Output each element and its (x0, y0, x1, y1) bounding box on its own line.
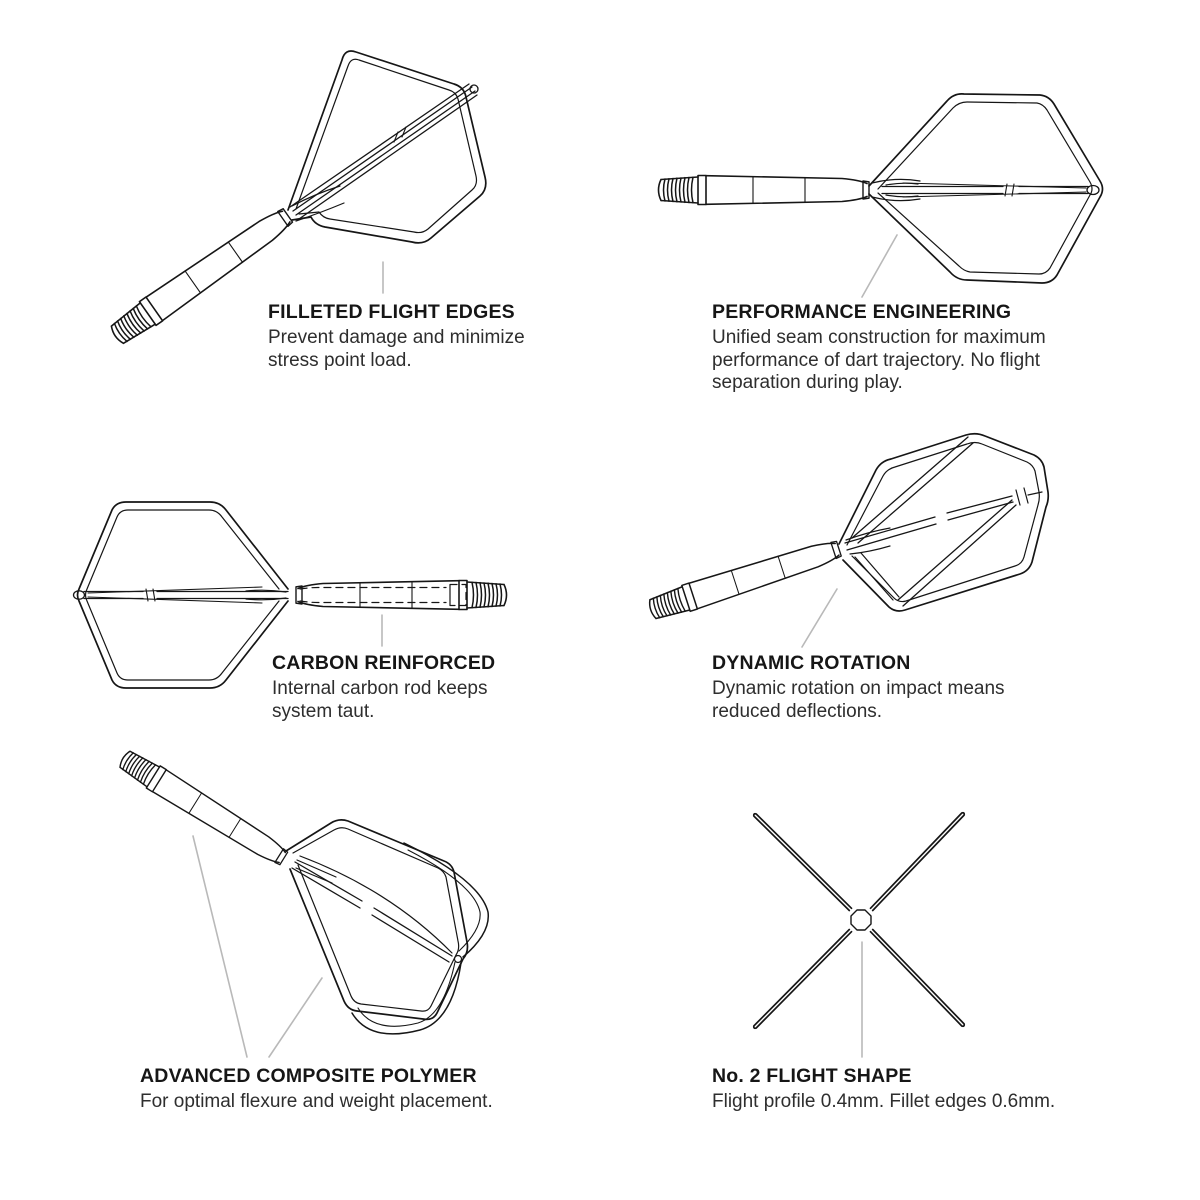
feature-description-line: Prevent damage and minimize (268, 327, 525, 348)
feature-title: FILLETED FLIGHT EDGES (268, 301, 515, 323)
illustration-flight-shape-cross-section (754, 813, 964, 1028)
feature-description-line: stress point load. (268, 349, 412, 371)
feature-description-line: Internal carbon rod keeps (272, 678, 488, 699)
feature-performance-engineering (712, 300, 1046, 395)
illustration-advanced-composite (116, 747, 488, 1034)
carbon-rod-dashed (300, 585, 466, 606)
feature-description-line: For optimal flexure and weight placement. (140, 1091, 493, 1112)
feature-description-line: Unified seam construction for maximum (712, 327, 1046, 348)
leader-line-composite-flight (269, 978, 322, 1057)
feature-title: PERFORMANCE ENGINEERING (712, 301, 1012, 323)
feature-carbon-reinforced (272, 651, 495, 723)
leader-line-composite-shaft (193, 836, 247, 1057)
illustration-performance-engineering (659, 94, 1103, 283)
leader-line-performance (862, 235, 897, 297)
feature-description-line: system taut. (272, 700, 375, 722)
feature-filleted-flight-edges (268, 300, 525, 372)
feature-description-line: Dynamic rotation on impact means (712, 678, 1005, 699)
feature-title: ADVANCED COMPOSITE POLYMER (140, 1065, 477, 1087)
feature-description-line: reduced deflections. (712, 700, 883, 722)
feature-title: No. 2 FLIGHT SHAPE (712, 1065, 912, 1087)
illustration-dynamic-rotation (646, 434, 1048, 623)
feature-title: DYNAMIC ROTATION (712, 652, 911, 674)
feature-advanced-composite-polymer (140, 1064, 493, 1114)
feature-description-line: separation during play. (712, 372, 903, 393)
leader-line-rotation (802, 589, 837, 647)
feature-description-line: Flight profile 0.4mm. Fillet edges 0.6mm. (712, 1091, 1056, 1112)
feature-dynamic-rotation (712, 651, 1005, 723)
feature-description-line: performance of dart trajectory. No flight (712, 349, 1041, 371)
feature-no-2-flight-shape (712, 1064, 1055, 1114)
feature-title: CARBON REINFORCED (272, 652, 496, 674)
